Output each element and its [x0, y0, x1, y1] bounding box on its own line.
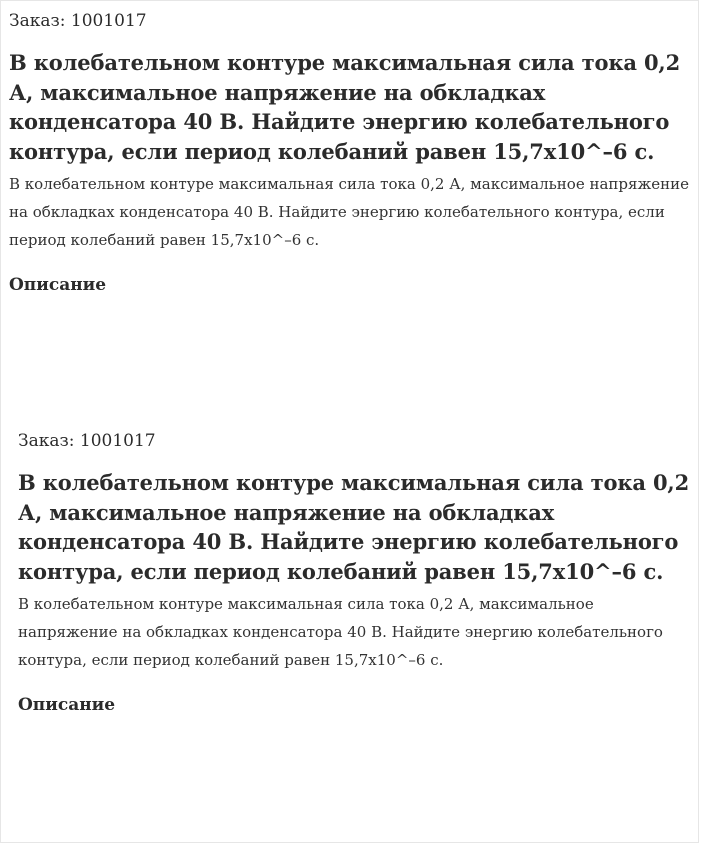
- order-card-top: [9, 8, 694, 298]
- order-number: Заказ: 1001017: [9, 11, 147, 31]
- order-card-bottom: [18, 428, 690, 718]
- order-description: В колебательном контуре максимальная сила тока 0,2 А, максимальное напряжение на обкладках конденсатора 40 В. Найдите энергию колебательного контура, если период колебаний равен 15,7x10^–6 с.: [9, 175, 690, 249]
- order-title: В колебательном контуре максимальная сила тока 0,2 А, максимальное напряжение на обкладках конденсатора 40 В. Найдите энергию колебательного контура, если период колебаний равен 15,7x10^–6 с.: [9, 50, 681, 164]
- description-heading: Описание: [18, 695, 116, 715]
- order-number: Заказ: 1001017: [18, 431, 156, 451]
- order-description: В колебательном контуре максимальная сила тока 0,2 А, максимальное напряжение на обкладках конденсатора 40 В. Найдите энергию колебательного контура, если период колебаний равен 15,7x10^–6 с.: [18, 595, 663, 669]
- order-title: В колебательном контуре максимальная сила тока 0,2 А, максимальное напряжение на обкладках конденсатора 40 В. Найдите энергию колебательного контура, если период колебаний равен 15,7x10^–6 с.: [18, 470, 690, 584]
- description-heading: Описание: [9, 275, 107, 295]
